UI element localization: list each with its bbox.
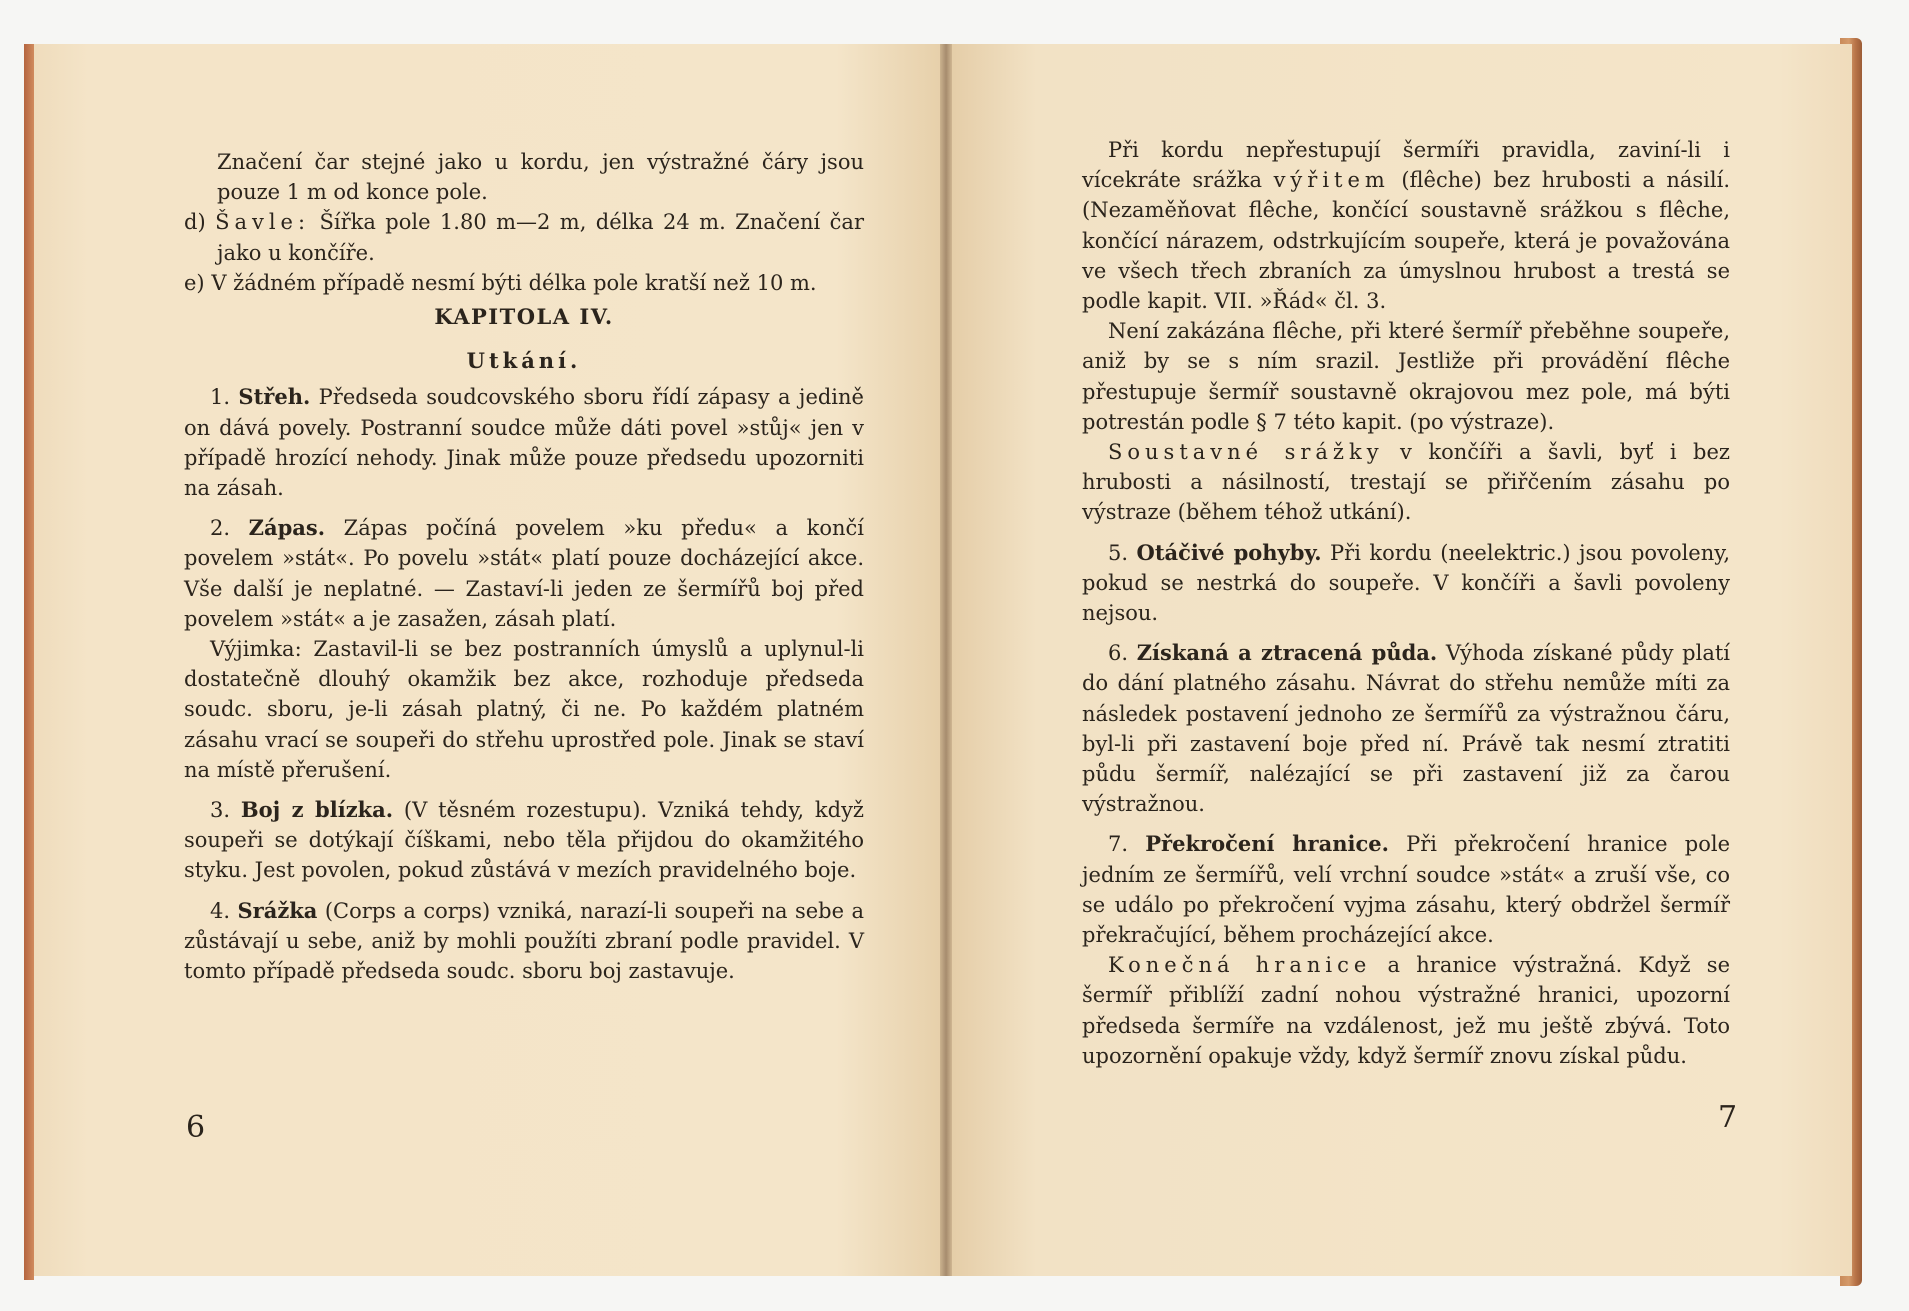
spaced-term: výřitem: [1273, 168, 1390, 193]
paragraph-title: Střeh.: [238, 384, 311, 410]
list-item-text: V žádném případě nesmí býti délka pole kratší než 10 m.: [211, 270, 817, 295]
list-item-e: [184, 268, 864, 298]
paragraph-text: (V těsném rozestupu). Vzniká tehdy, když soupeři se dotýkají číškami, nebo těla přijdou do okamžitého styku. Jest povolen, pokud zůstává v mezích pravidelného boje.: [184, 798, 864, 883]
paragraph-title: Boj z blízka.: [240, 797, 394, 823]
paragraph-title: Zápas.: [248, 515, 326, 541]
paragraph-6: [1082, 638, 1730, 819]
spaced-term: Soustavné srážky: [1108, 440, 1384, 465]
paragraph-text: (Corps a corps) vzniká, narazí-li soupeři na sebe a zůstávají u sebe, aniž by mohli použíti zbraní podle pravidel. V tomto případě předseda soudc. sboru boj zastavuje.: [184, 898, 864, 984]
list-item-d: [184, 207, 864, 267]
paragraph-flache-2: Není zakázána flêche, při které šermíř přeběhne soupeře, aniž by se s ním srazil. Jestliže při provádění flêche přestupuje šermíř soustavně okrajovou mez pole, má býti potrestán podle § 7 této kapit. (po výstraze).: [1082, 319, 1730, 434]
paragraph-text: Zápas počíná povelem »ku předu« a končí povelem »stát«. Po povelu »stát« platí pouze docházející akce. Vše další je neplatné. — Zastaví-li jeden ze šermířů boj před povelem »stát« a je zasažen, zásah platí.: [184, 516, 864, 631]
paragraph-title: Překročení hranice.: [1145, 831, 1389, 857]
book-cover-edge-left: [24, 44, 34, 1280]
paragraph-number: 2.: [210, 516, 231, 541]
paragraph-title: Získaná a ztracená půda.: [1136, 640, 1438, 666]
paragraph-number: 7.: [1108, 832, 1129, 857]
spaced-term: Šavle:: [215, 210, 311, 235]
paragraph-3: [184, 795, 864, 886]
paragraph-title: Srážka: [237, 897, 318, 923]
paragraph-4: [184, 896, 864, 987]
paragraph-text: a hranice výstražná. Když se šermíř přiblíží zadní nohou výstražné hranici, upozorní předseda šermíře na vzdálenost, jež mu ještě zbývá. Toto upozornění opakuje vždy, když šermíř znovu získal půdu.: [1082, 953, 1731, 1068]
paragraph-text: Při překročení hranice pole jedním ze šermířů, velí vrchní soudce »stát« a zruší vše, co se událo po překročení vyjma zásahu, který obdržel šermíř překračující, během procházející akce.: [1082, 832, 1730, 948]
paragraph-srazky: [1082, 437, 1730, 528]
paragraph-text-rest: (flêche) bez hrubosti a násilí. (Nezaměňovat flêche, končící soustavně srážkou s flêche, končící nárazem, odstrkujícím soupeře, která je považována ve všech třech zbraních za úmyslnou hrubost a trestá se podle kapit. VII. »Řád« čl. 3.: [1082, 168, 1730, 314]
paragraph-text: Při kordu nepřestupují šermíři pravidla, zaviní-li i vícekráte srážka: [1082, 138, 1730, 193]
paragraph-number: 3.: [210, 798, 231, 823]
section-heading: Utkání.: [466, 348, 582, 374]
right-page-text: [1082, 135, 1730, 1071]
list-marker: d): [184, 210, 206, 235]
spaced-term: Konečná hranice: [1108, 953, 1372, 978]
paragraph-1: [184, 382, 864, 503]
book-gutter: [940, 44, 952, 1276]
paragraph-number: 5.: [1108, 540, 1129, 565]
page-number: 7: [1718, 1100, 1738, 1135]
left-page-text: [184, 147, 864, 986]
paragraph-number: 6.: [1108, 641, 1129, 666]
paragraph-text: Při kordu (neelektric.) jsou povoleny, pokud se nestrká do soupeře. V končíři a šavli povoleny nejsou.: [1082, 540, 1731, 626]
chapter-heading: KAPITOLA IV.: [434, 304, 614, 330]
paragraph-7: [1082, 829, 1730, 950]
list-marker: e): [184, 270, 205, 295]
intro-line: Značení čar stejné jako u kordu, jen výstražné čáry jsou pouze 1 m od konce pole.: [217, 150, 864, 205]
paragraph-2-exception: Výjimka: Zastavil-li se bez postranních úmyslů a uplynul-li dostatečně dlouhý okamžik bez akce, rozhoduje předseda soudc. sboru, je-li zásah platný, či ne. Po každém platném zásahu vrací se soupeři do střehu uprostřed pole. Jinak se staví na místě přerušení.: [184, 637, 864, 782]
paragraph-title: Otáčivé pohyby.: [1136, 539, 1322, 565]
paragraph-number: 4.: [210, 898, 231, 923]
paragraph-text: v končíři a šavli, byť i bez hrubosti a násilností, trestají se přiřčením zásahu po výstraze (během téhož utkání).: [1082, 440, 1730, 525]
left-page: [34, 44, 946, 1276]
paragraph-5: [1082, 538, 1730, 629]
right-page: [946, 44, 1852, 1276]
paragraph-2: [184, 513, 864, 634]
paragraph-text: Předseda soudcovského sboru řídí zápasy a jedině on dává povely. Postranní soudce může dáti povel »stůj« jen v případě hrozící nehody. Jinak může pouze předsedu upozorniti na zásah.: [184, 385, 864, 501]
paragraph-hranice: [1082, 950, 1730, 1071]
paragraph-text: Výhoda získané půdy platí do dání platného zásahu. Návrat do střehu nemůže míti za následek postavení jednoho ze šermířů za výstražnou čáru, byl-li při zastavení boje před ní. Právě tak nesmí ztratiti půdu šermíř, nalézající se při zastavení již za čarou výstražnou.: [1082, 641, 1730, 817]
list-item-text: Šířka pole 1.80 m—2 m, délka 24 m. Značení čar jako u končíře.: [217, 210, 864, 265]
page-number: 6: [186, 1110, 206, 1145]
paragraph-number: 1.: [210, 385, 231, 410]
paragraph-flache: [1082, 135, 1730, 316]
